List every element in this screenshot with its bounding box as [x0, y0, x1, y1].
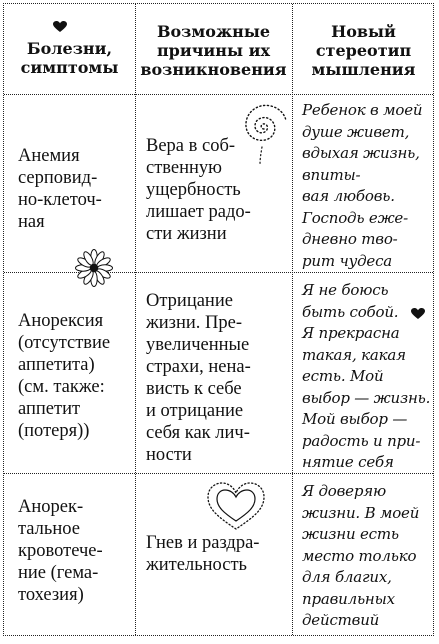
header-causes: Возможные причины их возникновения — [140, 21, 287, 79]
row-2-pattern: Я не боюсь быть собой. Я прекрасна такая, какая есть. Мой выбор — жизнь. Мой выбор — радость и при- нятие себя — [302, 281, 431, 471]
row-3-disease: Анорек- тальное кровотече- ние (гема- тохезия) — [18, 497, 103, 605]
column-divider — [292, 4, 293, 635]
header-diseases: Болезни, симптомы — [20, 39, 119, 77]
heart-icon — [411, 308, 425, 320]
row-1-pattern: Ребенок в моей душе живет, вдыхая жизнь, впиты- вая любовь. Господь еже- дневно тво- рит чудеса — [302, 101, 423, 270]
row-1-disease: Анемия серповид- но-клеточ- ная — [18, 146, 102, 232]
symptoms-table — [3, 3, 434, 636]
row-3-pattern: Я доверяю жизни. В моей жизни есть место только для благих, правильных действий — [302, 482, 420, 629]
row-3-cause: Гнев и раздра- жительность — [146, 533, 260, 575]
column-divider — [135, 4, 136, 635]
flower-icon — [74, 248, 114, 288]
spiral-icon — [236, 95, 290, 165]
row-2-cause: Отрицание жизни. Пре- увеличенные страхи, нена- висть к себе и отрицание себя как лич- ности — [146, 291, 251, 465]
row-1-cause: Вера в соб- ственную ущербность лишает радо- сти жизни — [146, 136, 251, 244]
heart-icon — [53, 21, 67, 33]
row-divider — [4, 272, 433, 273]
dotted-heart-icon — [204, 479, 268, 535]
header-new-pattern: Новый стереотип мышления — [311, 21, 416, 79]
row-divider — [4, 94, 433, 95]
row-2-disease: Анорексия (отсутствие аппетита) (см. также: аппетит (потеря)) — [18, 311, 111, 441]
